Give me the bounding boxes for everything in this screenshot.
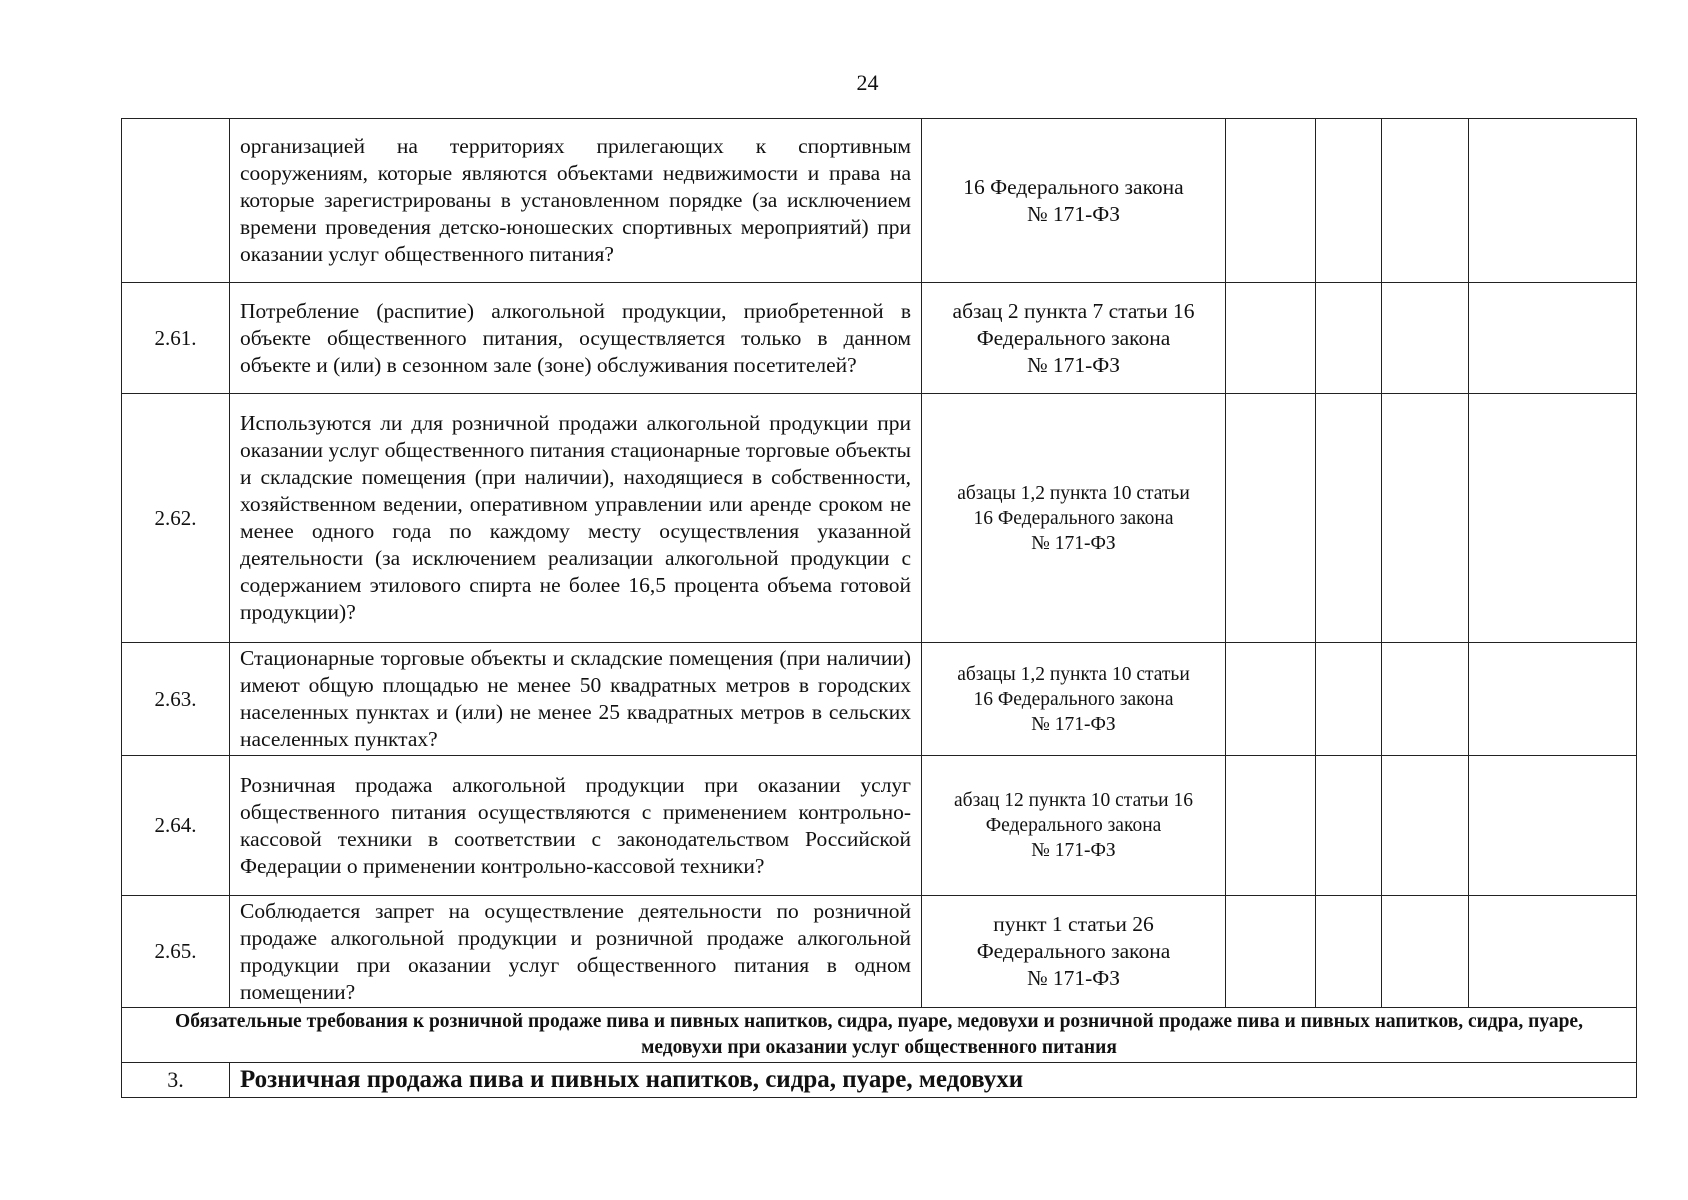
note-cell[interactable] (1469, 756, 1637, 896)
answer-cell-no[interactable] (1316, 119, 1382, 283)
question-text: организацией на территориях прилегающих к спортивным сооружениям, которые являются объектами недвижимости и права на которые зарегистрированы в установленном порядке (за исключением времени проведения детско-юношеских спортивных мероприятий) при оказании услуг общественного питания? (230, 119, 922, 283)
section-header-row (122, 1008, 1637, 1063)
row-number: 2.64. (122, 756, 230, 896)
note-cell[interactable] (1469, 283, 1637, 394)
question-text: Розничная продажа алкогольной продукции при оказании услуг общественного питания осуществляются с применением контрольно-кассовой техники в соответствии с законодательством Российской Федерации о применении контрольно-кассовой техники? (230, 756, 922, 896)
answer-cell-no[interactable] (1316, 896, 1382, 1008)
question-text: Соблюдается запрет на осуществление деятельности по розничной продаже алкогольной продукции и розничной продаже алкогольной продукции при оказании услуг общественного питания в одном помещении? (230, 896, 922, 1008)
legal-reference: пункт 1 статьи 26 Федерального закона № 171-ФЗ (922, 896, 1226, 1008)
legal-reference: абзацы 1,2 пункта 10 статьи 16 Федерального закона № 171-ФЗ (922, 394, 1226, 643)
answer-cell-na[interactable] (1382, 896, 1469, 1008)
legal-reference: абзацы 1,2 пункта 10 статьи 16 Федерального закона № 171-ФЗ (922, 643, 1226, 756)
section-row (122, 1063, 1637, 1098)
answer-cell-yes[interactable] (1226, 119, 1316, 283)
answer-cell-yes[interactable] (1226, 643, 1316, 756)
legal-reference: 16 Федерального закона № 171-ФЗ (922, 119, 1226, 283)
answer-cell-yes[interactable] (1226, 756, 1316, 896)
row-number (122, 119, 230, 283)
note-cell[interactable] (1469, 119, 1637, 283)
question-text: Потребление (распитие) алкогольной продукции, приобретенной в объекте общественного питания, осуществляется только в данном объекте и (или) в сезонном зале (зоне) обслуживания посетителей? (230, 283, 922, 394)
answer-cell-na[interactable] (1382, 283, 1469, 394)
section-number: 3. (122, 1063, 230, 1098)
answer-cell-yes[interactable] (1226, 394, 1316, 643)
table-row (122, 756, 1637, 896)
legal-reference: абзац 2 пункта 7 статьи 16 Федерального закона № 171-ФЗ (922, 283, 1226, 394)
answer-cell-no[interactable] (1316, 283, 1382, 394)
table-row (122, 896, 1637, 1008)
answer-cell-no[interactable] (1316, 756, 1382, 896)
note-cell[interactable] (1469, 643, 1637, 756)
answer-cell-yes[interactable] (1226, 896, 1316, 1008)
row-number: 2.65. (122, 896, 230, 1008)
answer-cell-no[interactable] (1316, 643, 1382, 756)
section-title: Розничная продажа пива и пивных напитков, сидра, пуаре, медовухи (230, 1063, 1637, 1098)
legal-reference: абзац 12 пункта 10 статьи 16 Федерального закона № 171-ФЗ (922, 756, 1226, 896)
note-cell[interactable] (1469, 394, 1637, 643)
question-text: Используются ли для розничной продажи алкогольной продукции при оказании услуг общественного питания стационарные торговые объекты и складские помещения (при наличии), находящиеся в собственности, хозяйственном ведении, оперативном управлении или аренде сроком не менее одного года по каждому месту осуществления указанной деятельности (за исключением реализации алкогольной продукции с содержанием этилового спирта не более 16,5 процента объема готовой продукции)? (230, 394, 922, 643)
table-row (122, 394, 1637, 643)
requirements-table (121, 118, 1637, 1098)
table-row (122, 119, 1637, 283)
answer-cell-na[interactable] (1382, 643, 1469, 756)
answer-cell-na[interactable] (1382, 394, 1469, 643)
question-text: Стационарные торговые объекты и складские помещения (при наличии) имеют общую площадью не менее 50 квадратных метров в городских населенных пунктах и (или) не менее 25 квадратных метров в сельских населенных пунктах? (230, 643, 922, 756)
answer-cell-no[interactable] (1316, 394, 1382, 643)
table-row (122, 643, 1637, 756)
page-number: 24 (856, 70, 879, 95)
answer-cell-na[interactable] (1382, 119, 1469, 283)
row-number: 2.62. (122, 394, 230, 643)
answer-cell-na[interactable] (1382, 756, 1469, 896)
row-number: 2.61. (122, 283, 230, 394)
table-row (122, 283, 1637, 394)
section-header: Обязательные требования к розничной продаже пива и пивных напитков, сидра, пуаре, медовухи и розничной продаже пива и пивных напитков, сидра, пуаре, медовухи при оказании услуг общественного питания (122, 1008, 1637, 1063)
row-number: 2.63. (122, 643, 230, 756)
answer-cell-yes[interactable] (1226, 283, 1316, 394)
note-cell[interactable] (1469, 896, 1637, 1008)
